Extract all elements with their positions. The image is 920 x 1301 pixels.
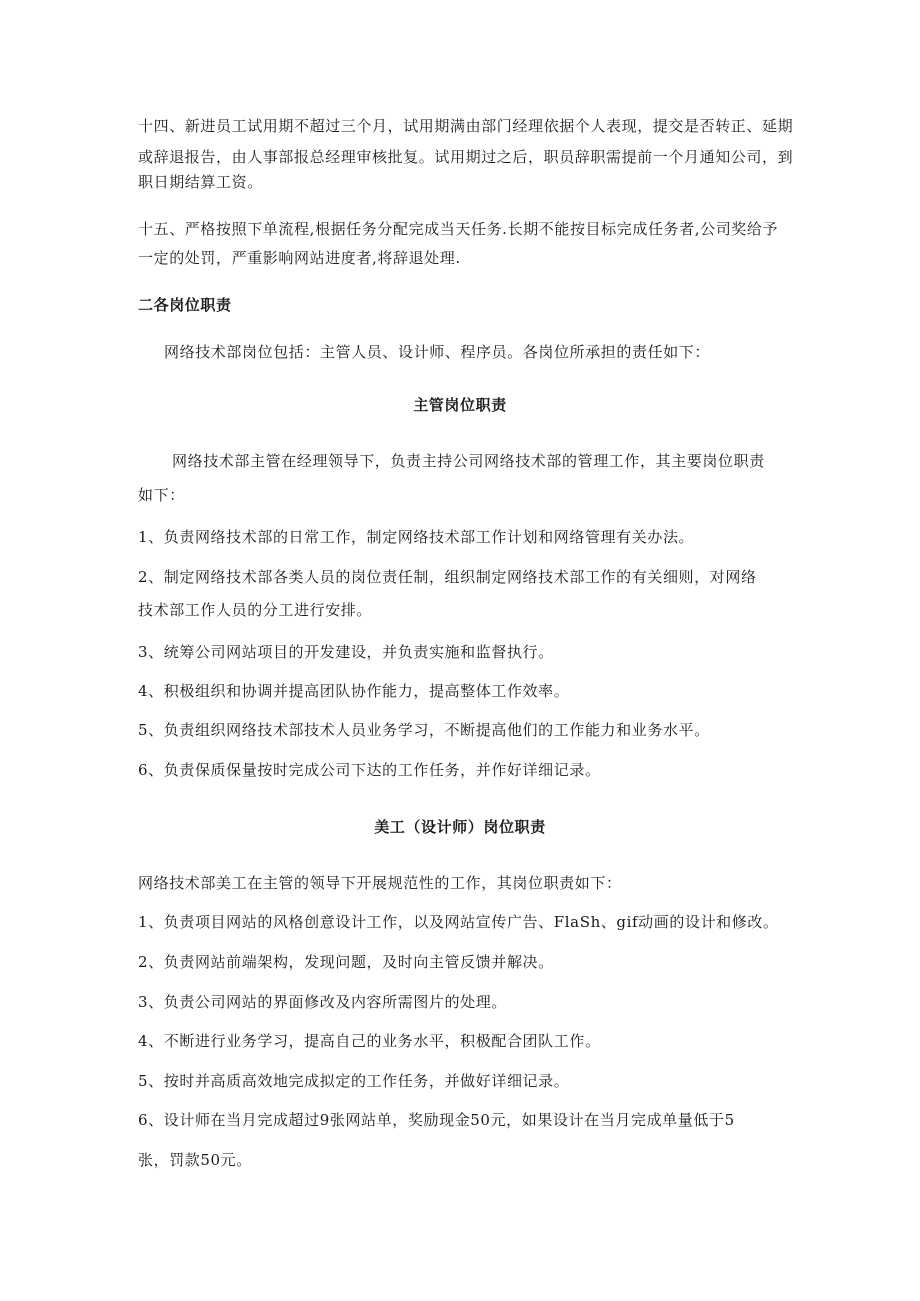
designer-item-2: 2、负责网站前端架构，发现问题，及时向主管反馈并解决。 xyxy=(138,953,554,971)
supervisor-title: 主管岗位职责 xyxy=(413,396,507,414)
supervisor-item-2-continued: 技术部工作人员的分工进行安排。 xyxy=(138,601,373,619)
designer-item-6-continued: 张，罚款50元。 xyxy=(138,1151,252,1169)
designer-intro: 网络技术部美工在主管的领导下开展规范性的工作，其岗位职责如下： xyxy=(138,874,622,892)
designer-item-4: 4、不断进行业务学习，提高自己的业务水平，积极配合团队工作。 xyxy=(138,1032,601,1050)
section-heading: 二各岗位职责 xyxy=(138,296,232,314)
designer-title: 美工（设计师）岗位职责 xyxy=(374,818,546,836)
designer-item-3: 3、负责公司网站的界面修改及内容所需图片的处理。 xyxy=(138,993,507,1011)
supervisor-intro-line-1: 网络技术部主管在经理领导下，负责主持公司网络技术部的管理工作，其主要岗位职责 xyxy=(172,452,765,470)
supervisor-item-1: 1、负责网络技术部的日常工作，制定网络技术部工作计划和网络管理有关办法。 xyxy=(138,528,695,546)
rule-14-line-2: 或辞退报告，由人事部报总经理审核批复。试用期过之后，职员辞职需提前一个月通知公司，到 xyxy=(138,148,794,166)
supervisor-intro-line-2: 如下： xyxy=(138,486,185,504)
designer-item-6: 6、设计师在当月完成超过9张网站单，奖励现金50元，如果设计在当月完成单量低于5 xyxy=(138,1111,735,1129)
section-intro: 网络技术部岗位包括：主管人员、设计师、程序员。各岗位所承担的责任如下： xyxy=(164,343,711,361)
rule-14-line-1: 十四、新进员工试用期不超过三个月，试用期满由部门经理依据个人表现，提交是否转正、延期 xyxy=(138,117,794,135)
supervisor-item-6: 6、负责保质保量按时完成公司下达的工作任务，并作好详细记录。 xyxy=(138,761,601,779)
rule-15-line-2: 一定的处罚，严重影响网站进度者,将辞退处理. xyxy=(138,249,461,267)
rule-14-line-3: 职日期结算工资。 xyxy=(138,173,263,191)
supervisor-item-5: 5、负责组织网络技术部技术人员业务学习，不断提高他们的工作能力和业务水平。 xyxy=(138,721,710,739)
supervisor-item-2: 2、制定网络技术部各类人员的岗位责任制，组织制定网络技术部工作的有关细则，对网络 xyxy=(138,568,757,586)
supervisor-item-3: 3、统筹公司网站项目的开发建设，并负责实施和监督执行。 xyxy=(138,643,554,661)
designer-item-1: 1、负责项目网站的风格创意设计工作，以及网站宣传广告、FlaSh、gif动画的设计和修改。 xyxy=(138,913,779,931)
designer-item-5: 5、按时并高质高效地完成拟定的工作任务，并做好详细记录。 xyxy=(138,1072,570,1090)
supervisor-item-4: 4、积极组织和协调并提高团队协作能力，提高整体工作效率。 xyxy=(138,682,570,700)
rule-15-line-1: 十五、严格按照下单流程,根据任务分配完成当天任务.长期不能按目标完成任务者,公司奖给予 xyxy=(138,220,779,238)
